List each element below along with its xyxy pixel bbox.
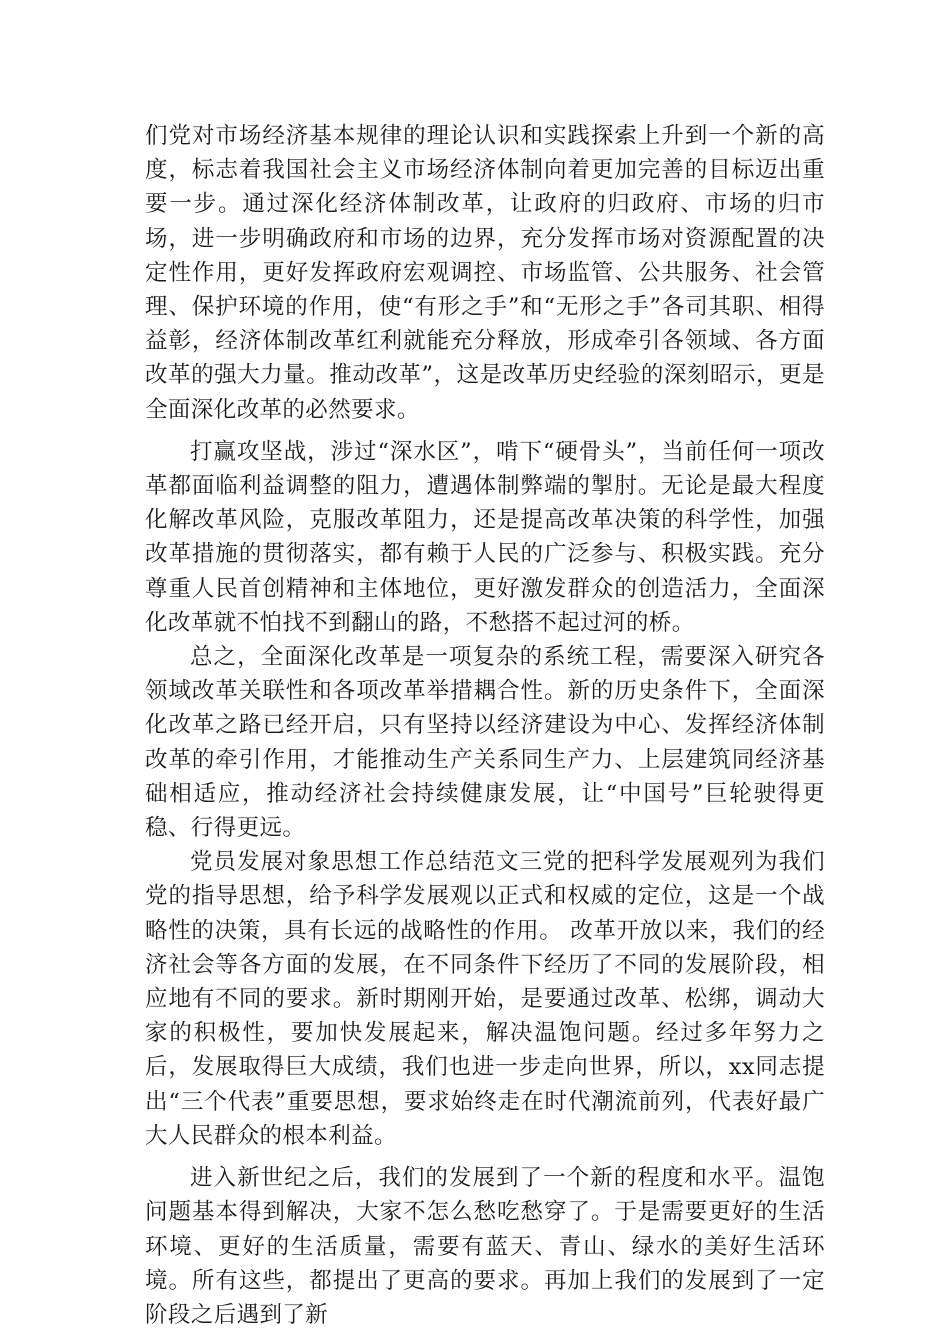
paragraph-2: 打赢攻坚战，涉过“深水区”，啃下“硬骨头”，当前任何一项改革都面临利益调整的阻力，遭遇体制弊端的掣肘。无论是最大程度化解改革风险，克服改革阻力，还是提高改革决策的科学性，加强改革措施的贯彻落实，都有赖于人民的广泛参与、积极实践。充分尊重人民首创精神和主体地位，更好激发群众的创造活力，全面深化改革就不怕找不到翻山的路，不愁搭不起过河的桥。 bbox=[145, 438, 825, 636]
paragraph-3: 总之，全面深化改革是一项复杂的系统工程，需要深入研究各领域改革关联性和各项改革举措耦合性。新的历史条件下，全面深化改革之路已经开启，只有坚持以经济建设为中心、发挥经济体制改革的牵引作用，才能推动生产关系同生产力、上层建筑同经济基础相适应，推动经济社会持续健康发展，让“中国号”巨轮驶得更稳、行得更远。 bbox=[145, 644, 825, 842]
paragraph-5: 进入新世纪之后，我们的发展到了一个新的程度和水平。温饱问题基本得到解决，大家不怎么愁吃愁穿了。于是需要更好的生活环境、更好的生活质量，需要有蓝天、青山、绿水的美好生活环境。所有这些，都提出了更高的要求。再加上我们的发展到了一定阶段之后遇到了新 bbox=[145, 1165, 825, 1328]
paragraph-4: 党员发展对象思想工作总结范文三党的把科学发展观列为我们党的指导思想，给予科学发展观以正式和权威的定位，这是一个战略性的决策，具有长远的战略性的作用。 改革开放以来，我们的经济社会等各方面的发展，在不同条件下经历了不同的发展阶段，相应地有不同的要求。新时期刚开始，是要通过改革、松绑，调动大家的积极性，要加快发展起来，解决温饱问题。经过多年努力之后，发展取得巨大成绩，我们也进一步走向世界，所以，xx同志提出“三个代表”重要思想，要求始终走在时代潮流前列，代表好最广大人民群众的根本利益。 bbox=[145, 849, 825, 1149]
document-body bbox=[145, 119, 825, 1332]
paragraph-1: 们党对市场经济基本规律的理论认识和实践探索上升到一个新的高度，标志着我国社会主义市场经济体制向着更加完善的目标迈出重要一步。通过深化经济体制改革，让政府的归政府、市场的归市场，进一步明确政府和市场的边界，充分发挥市场对资源配置的决定性作用，更好发挥政府宏观调控、市场监管、公共服务、社会管理、保护环境的作用，使“有形之手”和“无形之手”各司其职、相得益彰，经济体制改革红利就能充分释放，形成牵引各领域、各方面改革的强大力量。推动改革”，这是改革历史经验的深刻昭示，更是全面深化改革的必然要求。 bbox=[145, 123, 825, 423]
